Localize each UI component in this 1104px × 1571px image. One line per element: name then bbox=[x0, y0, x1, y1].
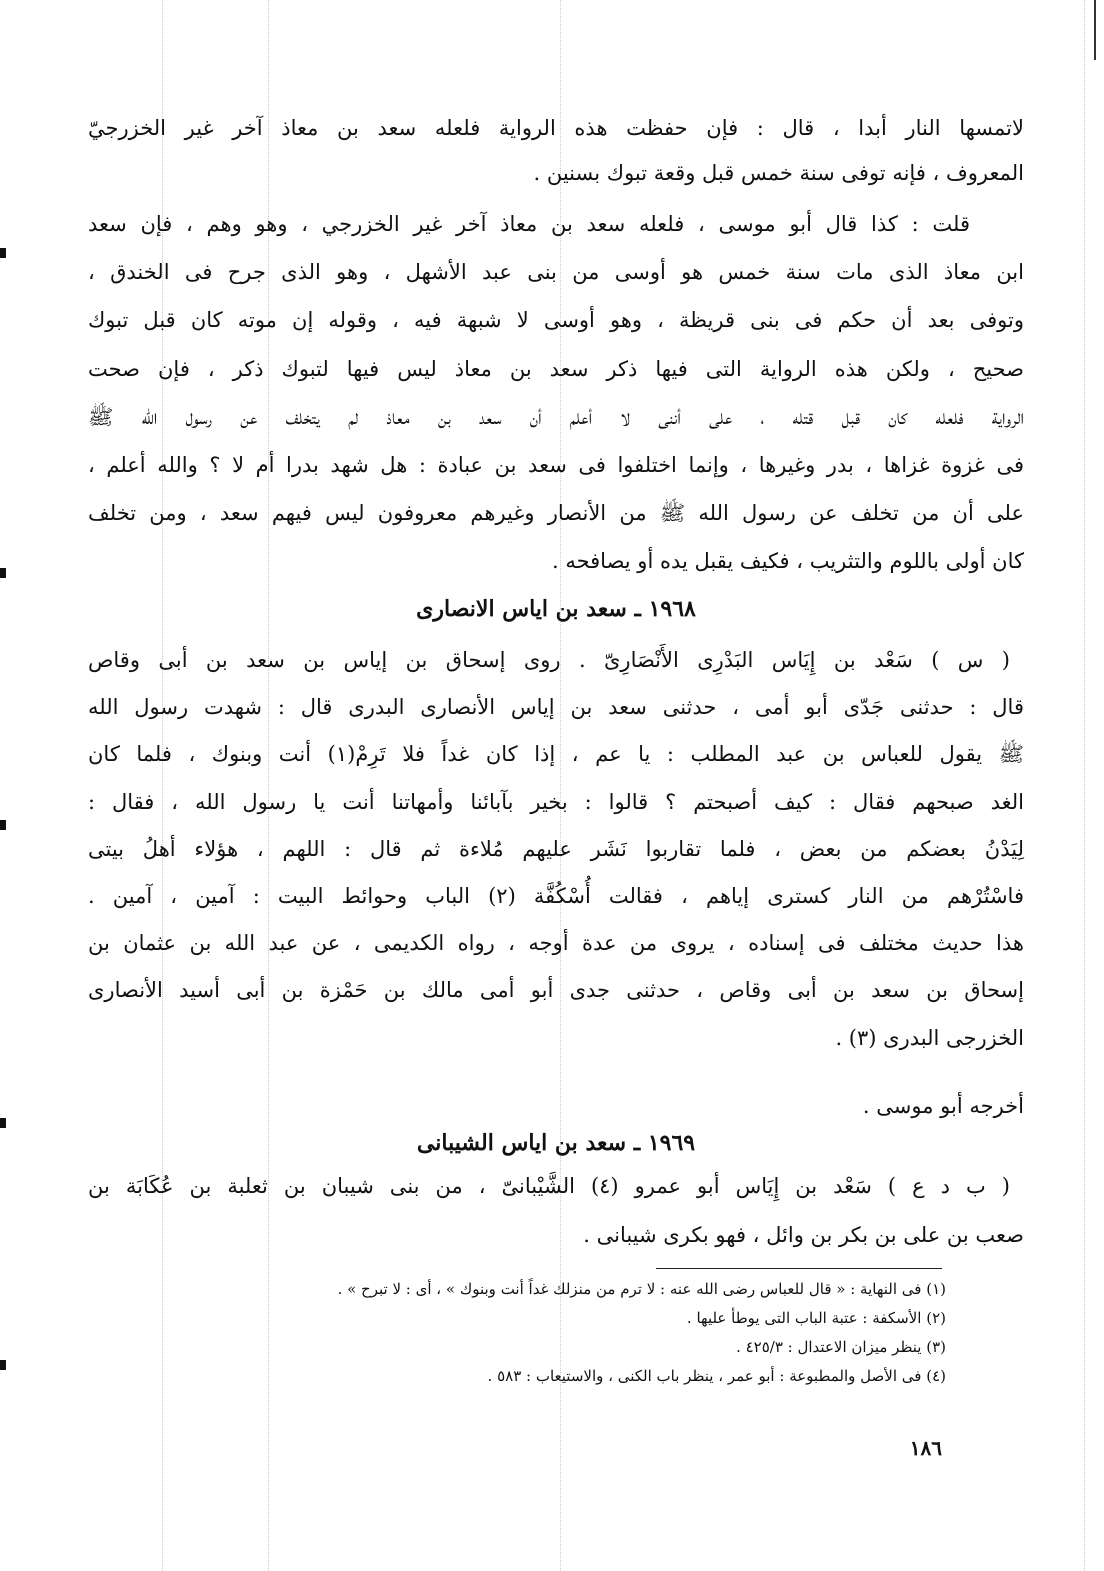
text-line: كان أولى باللوم والتثريب ، فكيف يقبل يده أو يصافحه . bbox=[551, 549, 1024, 574]
text-line: المعروف ، فإنه توفى سنة خمس قبل وقعة تبوك بسنين . bbox=[533, 161, 1024, 186]
margin-mark bbox=[0, 568, 6, 578]
margin-mark bbox=[0, 820, 6, 830]
margin-mark bbox=[0, 1118, 6, 1128]
page-number: ١٨٦ bbox=[909, 1436, 942, 1460]
text-line: ﷺ يقول للعباس بن عبد المطلب : يا عم ، إذا كان غداً فلا تَرِمْ(١) أنت وبنوك ، فلما كان bbox=[88, 742, 1024, 767]
footnote-3: (٣) ينظر ميزان الاعتدال : ٤٢٥/٣ . bbox=[736, 1338, 946, 1356]
scan-edge-mark bbox=[1094, 0, 1096, 60]
text-line: هذا حديث مختلف فى إسناده ، يروى من عدة أوجه ، رواه الكديمى ، عن عبد الله بن عثمان بن bbox=[88, 931, 1024, 956]
footnote-1: (١) فى النهاية : « قال للعباس رضى الله عنه : لا ترم من منزلك غداً أنت وبنوك » ، أى : لا تبرح » . bbox=[337, 1280, 946, 1298]
text-line: إسحاق بن سعد بن أبى وقاص ، حدثنى جدى أبو أمى مالك بن حَمْزة بن أبى أسيد الأنصارى bbox=[88, 978, 1024, 1003]
text-line: صعب بن على بن بكر بن وائل ، فهو بكرى شيبانى . bbox=[583, 1223, 1024, 1248]
text-line: ( س ) سَعْد بن إِيَاس البَدْرِى الأَنْصَارِىّ . روى إسحاق بن إياس بن سعد بن أبى وقاص bbox=[88, 648, 1010, 672]
text-line: الرواية فلعله كان قبل قتله ، على أننى لا أعلم أن سعد بن معاذ لم يتخلف عن رسول الله ﷺ bbox=[88, 404, 1024, 429]
margin-mark bbox=[0, 1360, 6, 1370]
footnote-4: (٤) فى الأصل والمطبوعة : أبو عمر ، ينظر باب الكنى ، والاستيعاب : ٥٨٣ . bbox=[487, 1367, 946, 1385]
paragraph-2 bbox=[88, 212, 1024, 575]
entry-heading-1969: ١٩٦٩ ـ سعد بن اياس الشيبانى bbox=[416, 1130, 696, 1156]
paragraph-1 bbox=[88, 116, 1024, 186]
text-line: لِيَدْنُ بعضكم من بعض ، فلما تقاربوا نَشَر عليهم مُلاءة ثم قال : اللهم ، هؤلاء أهلُ بيتى bbox=[88, 836, 1024, 861]
source-note bbox=[88, 1094, 1024, 1119]
text-line: قال : حدثنى جَدّى أبو أمى ، حدثنى سعد بن إياس الأنصارى البدرى قال : شهدت رسول الله bbox=[88, 695, 1024, 720]
text-line: الغد صبحهم فقال : كيف أصبحتم ؟ قالوا : بخير بآبائنا وأمهاتنا أنت يا رسول الله ، فقال : bbox=[88, 789, 1024, 814]
footnote-2: (٢) الأسكفة : عتبة الباب التى يوطأ عليها . bbox=[686, 1309, 946, 1327]
paragraph-3 bbox=[88, 648, 1024, 1051]
text-line: فاسْتُرْهم من النار كسترى إياهم ، فقالت أُسْكُفَّة (٢) الباب وحوائط البيت : آمين ، آمين . bbox=[88, 883, 1024, 908]
footnotes bbox=[186, 1280, 946, 1396]
text-line: ( ب د ع ) سَعْد بن إِيَاس أبو عمرو (٤) الشَّيْبانىّ ، من بنى شيبان بن ثعلبة بن عُكَابَة بن bbox=[88, 1174, 1010, 1198]
text-line: أخرجه أبو موسى . bbox=[862, 1094, 1024, 1118]
text-line: الخزرجى البدرى (٣) . bbox=[835, 1025, 1024, 1050]
footnote-divider bbox=[656, 1268, 942, 1269]
entry-heading-1968: ١٩٦٨ ـ سعد بن اياس الانصارى bbox=[416, 596, 696, 622]
paragraph-4 bbox=[88, 1174, 1024, 1248]
scan-guide-line bbox=[1084, 0, 1085, 1571]
margin-mark bbox=[0, 248, 6, 258]
text-line: لاتمسها النار أبدا ، قال : فإن حفظت هذه الرواية فلعله سعد بن معاذ آخر غير الخزرجيّ bbox=[88, 116, 1024, 140]
text-line: قلت : كذا قال أبو موسى ، فلعله سعد بن معاذ آخر غير الخزرجي ، وهو وهم ، فإن سعد bbox=[88, 212, 970, 236]
text-line: على أن من تخلف عن رسول الله ﷺ من الأنصار وغيرهم معروفون ليس فيهم سعد ، ومن تخلف bbox=[88, 501, 1024, 526]
text-line: فى غزوة غزاها ، بدر وغيرها ، وإنما اختلفوا فى سعد بن عبادة : هل شهد بدرا أم لا ؟ والله أعلم ، bbox=[88, 452, 1024, 477]
text-line: ابن معاذ الذى مات سنة خمس هو أوسى من بنى عبد الأشهل ، وهو الذى جرح فى الخندق ، bbox=[88, 260, 1024, 285]
text-line: صحيح ، ولكن هذه الرواية التى فيها ذكر سعد بن معاذ ليس فيها لتبوك ذكر ، فإن صحت bbox=[88, 356, 1024, 381]
text-line: وتوفى بعد أن حكم فى بنى قريظة ، وهو أوسى لا شبهة فيه ، وقوله إن موته كان قبل تبوك bbox=[88, 308, 1024, 333]
